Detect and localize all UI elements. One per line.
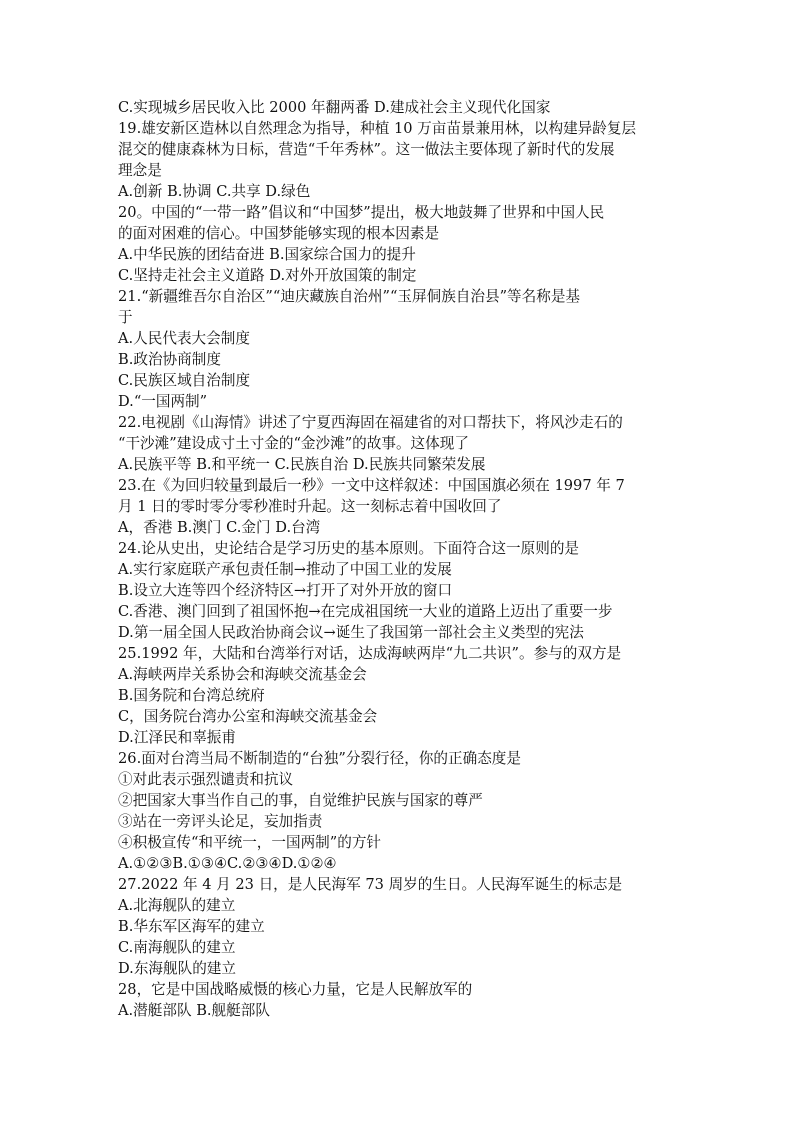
text-line: 月 1 日的零时零分零秒准时升起。这一刻标志着中国收回了 [118, 498, 502, 515]
answer-options: A.①②③B.①③④C.②③④D.①②④ [118, 855, 337, 872]
question-25-stem: 25.1992 年，大陆和台湾举行对话，达成海峡两岸“九二共识”。参与的双方是 [118, 645, 622, 662]
text-line: 理念是 [118, 162, 162, 179]
statement-item: ①对此表示强烈谴责和抗议 [118, 771, 294, 788]
question-27-stem: 27.2022 年 4 月 23 日，是人民海军 73 周岁的生日。人民海军诞生的标志是 [118, 876, 623, 893]
document-page [118, 97, 678, 1021]
answer-option: B.华东军区海军的建立 [118, 918, 265, 935]
answer-option: D.“一国两制” [118, 393, 208, 410]
question-24-stem: 24.论从史出，史论结合是学习历史的基本原则。下面符合这一原则的是 [118, 540, 580, 557]
answer-options: A.创新 B.协调 C.共享 D.绿色 [118, 183, 311, 200]
answer-option: D.江泽民和辜振甫 [118, 729, 236, 746]
answer-option: C，国务院台湾办公室和海峡交流基金会 [118, 708, 378, 725]
answer-option: A.人民代表大会制度 [118, 330, 250, 347]
text-line: C.实现城乡居民收入比 2000 年翻两番 D.建成社会主义现代化国家 [118, 99, 551, 116]
question-26-stem: 26.面对台湾当局不断制造的“台独”分裂行径，你的正确态度是 [118, 750, 521, 767]
text-line: 混交的健康森林为日标，营造“千年秀林”。这一做法主要体现了新时代的发展 [118, 141, 615, 158]
statement-item: ④积极宣传“和平统一，一国两制”的方针 [118, 834, 382, 851]
answer-option: B.国务院和台湾总统府 [118, 687, 265, 704]
answer-option: C.民族区域自治制度 [118, 372, 251, 389]
text-line: 的面对困难的信心。中国梦能够实现的根本因素是 [118, 225, 440, 242]
answer-option: A.海峡两岸关系协会和海峡交流基金会 [118, 666, 367, 683]
answer-option: C.香港、澳门回到了祖国怀抱→在完成祖国统一大业的道路上迈出了重要一步 [118, 603, 613, 620]
answer-options: A，香港 B.澳门 C.金门 D.台湾 [118, 519, 321, 536]
question-23-stem: 23.在《为回归较量到最后一秒》一文中这样叙述：中国国旗必须在 1997 年 7 [118, 477, 625, 494]
question-19-stem: 19.雄安新区造林以自然理念为指导，种植 10 万亩苗景兼用林，以构建异龄复层 [118, 120, 637, 137]
answer-option: A.北海舰队的建立 [118, 897, 236, 914]
statement-item: ②把国家大事当作自己的事，自觉维护民族与国家的尊严 [118, 792, 483, 809]
answer-option: D.东海舰队的建立 [118, 960, 236, 977]
answer-options: C.坚持走社会主义道路 D.对外开放国策的制定 [118, 267, 417, 284]
answer-options: A.潜艇部队 B.舰艇部队 [118, 1002, 270, 1019]
answer-option: C.南海舰队的建立 [118, 939, 236, 956]
answer-option: A.实行家庭联产承包责任制→推动了中国工业的发展 [118, 561, 452, 578]
answer-options: A.中华民族的团结奋进 B.国家综合国力的提升 [118, 246, 416, 263]
question-20-stem: 20。中国的“一带一路”倡议和“中国梦”提出，极大地鼓舞了世界和中国人民 [118, 204, 605, 221]
question-28-stem: 28，它是中国战略威慑的核心力量，它是人民解放军的 [118, 981, 473, 998]
answer-option: D.第一届全国人民政治协商会议→诞生了我国第一部社会主义类型的宪法 [118, 624, 584, 641]
statement-item: ③站在一旁评头论足，妄加指责 [118, 813, 323, 830]
answer-option: B.设立大连等四个经济特区→打开了对外开放的窗口 [118, 582, 453, 599]
text-line: 于 [118, 309, 133, 326]
answer-option: B.政治协商制度 [118, 351, 221, 368]
question-22-stem: 22.电视剧《山海情》讲述了宁夏西海固在福建省的对口帮扶下，将风沙走石的 [118, 414, 623, 431]
answer-options: A.民族平等 B.和平统一 C.民族自治 D.民族共同繁荣发展 [118, 456, 486, 473]
question-21-stem: 21.“新疆维吾尔自治区”“迪庆藏族自治州”“玉屏侗族自治县”等名称是基 [118, 288, 581, 305]
text-line: “干沙滩”建设成寸土寸金的“金沙滩”的故事。这体现了 [118, 435, 469, 452]
